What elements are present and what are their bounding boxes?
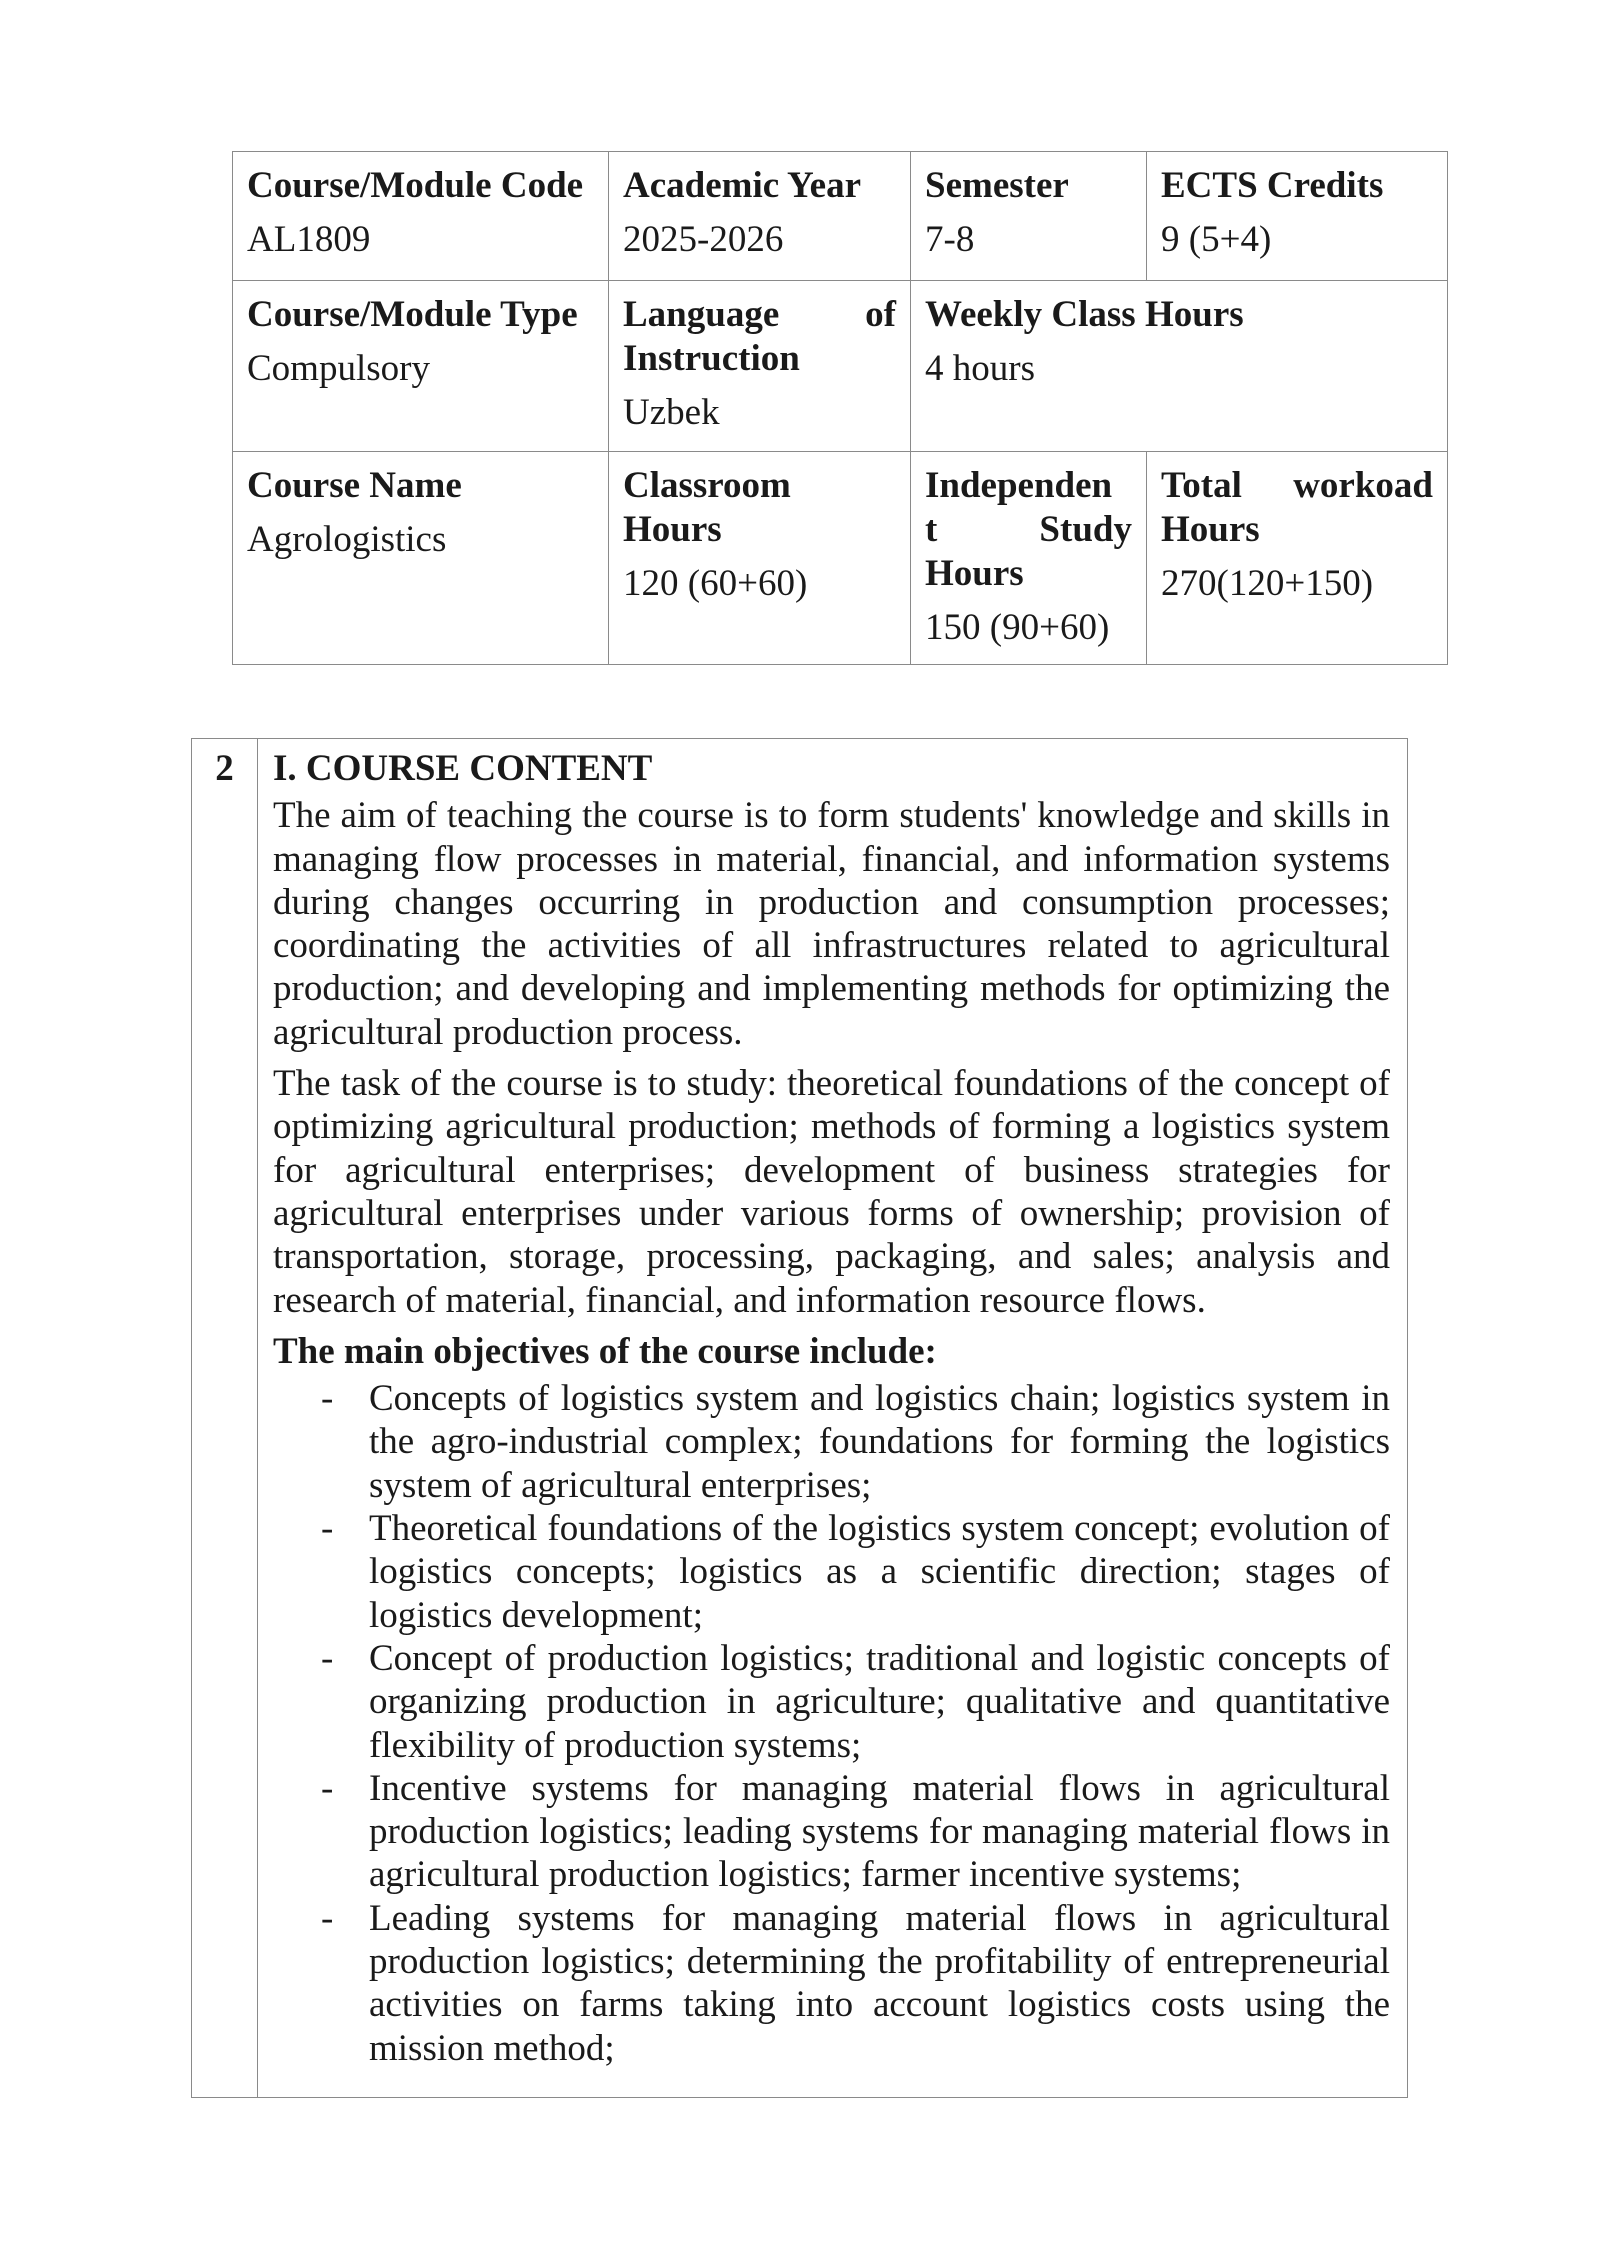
course-info-table: [232, 151, 1448, 665]
independent-study-label-line: Independen: [925, 465, 1113, 506]
info-row: [233, 152, 1448, 281]
weekly-hours-value: 4 hours: [925, 348, 1035, 389]
weekly-hours-label: Weekly Class Hours: [925, 294, 1244, 335]
course-type-value: Compulsory: [247, 348, 430, 389]
language-label-line: Language of: [623, 294, 896, 335]
section-heading: I. COURSE CONTENT: [273, 748, 653, 789]
section-number: 2: [192, 739, 258, 2098]
section-body: [258, 739, 1408, 2098]
course-code-label: Course/Module Code: [247, 165, 584, 206]
course-code-cell: [233, 152, 609, 281]
total-workload-value: 270(120+150): [1161, 563, 1374, 604]
bullet-dash: -: [321, 1508, 334, 1550]
content-row: [192, 739, 1408, 2098]
independent-study-label-line: Hours: [925, 553, 1024, 594]
objective-text: Incentive systems for managing material flows in agricultural production logistics; leading systems for managing material flows in agricultural production logistics; farmer incentive systems;: [369, 1767, 1390, 1896]
course-content-table: [191, 738, 1408, 2098]
aim-paragraph: The aim of teaching the course is to form students' knowledge and skills in managing flow processes in material, financial, and information systems during changes occurring in production and consumption processes; coordinating the activities of all infrastructures related to agricultural production; and developing and implementing methods for optimizing the agricultural production process.: [273, 795, 1390, 1053]
list-item: [273, 1377, 1390, 1507]
course-code-value: AL1809: [247, 219, 371, 260]
academic-year-cell: [609, 152, 911, 281]
weekly-hours-cell: [911, 281, 1448, 452]
academic-year-value: 2025-2026: [623, 219, 784, 260]
total-workload-label-line: Hours: [1161, 509, 1260, 550]
total-workload-label-line: Total workoad: [1161, 465, 1433, 506]
language-label: [623, 293, 896, 381]
objectives-heading: The main objectives of the course include:: [273, 1330, 937, 1372]
ects-credits-value: 9 (5+4): [1161, 219, 1272, 260]
classroom-hours-value: 120 (60+60): [623, 563, 808, 604]
course-name-cell: [233, 452, 609, 665]
objectives-list: [273, 1377, 1390, 2070]
independent-study-label: [925, 464, 1132, 596]
course-name-label: Course Name: [247, 465, 462, 506]
classroom-hours-label-line: Hours: [623, 509, 722, 550]
info-row: [233, 452, 1448, 665]
list-item: [273, 1637, 1390, 1767]
task-paragraph: The task of the course is to study: theoretical foundations of the concept of optimizing agricultural production; methods of forming a logistics system for agricultural enterprises; development of business strategies for agricultural enterprises under various forms of ownership; provision of transportation, storage, processing, packaging, and sales; analysis and research of material, financial, and information resource flows.: [273, 1063, 1390, 1321]
course-name-value: Agrologistics: [247, 519, 447, 560]
objective-text: Leading systems for managing material flows in agricultural production logistics; determining the profitability of entrepreneurial activities on farms taking into account logistics costs using the mission method;: [369, 1897, 1390, 2069]
bullet-dash: -: [321, 1637, 334, 1679]
info-row: [233, 281, 1448, 452]
academic-year-label: Academic Year: [623, 165, 862, 206]
language-value: Uzbek: [623, 392, 720, 433]
objective-text: Concepts of logistics system and logistics chain; logistics system in the agro-industrial complex; foundations for forming the logistics system of agricultural enterprises;: [369, 1378, 1390, 1506]
semester-cell: [911, 152, 1147, 281]
independent-study-value: 150 (90+60): [925, 607, 1110, 648]
bullet-dash: -: [321, 1378, 334, 1420]
list-item: [273, 1507, 1390, 1637]
total-workload-cell: [1147, 452, 1448, 665]
classroom-hours-label-line: Classroom: [623, 465, 791, 506]
bullet-dash: -: [321, 1897, 334, 1939]
objective-text: Concept of production logistics; traditional and logistic concepts of organizing production in agriculture; qualitative and quantitative flexibility of production systems;: [369, 1637, 1390, 1766]
independent-study-cell: [911, 452, 1147, 665]
classroom-hours-cell: [609, 452, 911, 665]
course-type-label: Course/Module Type: [247, 294, 578, 335]
bullet-dash: -: [321, 1767, 334, 1809]
language-cell: [609, 281, 911, 452]
ects-credits-label: ECTS Credits: [1161, 165, 1384, 206]
semester-label: Semester: [925, 165, 1069, 206]
semester-value: 7-8: [925, 219, 975, 260]
list-item: [273, 1767, 1390, 1897]
list-item: [273, 1897, 1390, 2070]
total-workload-label: [1161, 464, 1433, 552]
objective-text: Theoretical foundations of the logistics system concept; evolution of logistics concepts; logistics as a scientific direction; stages of logistics development;: [369, 1508, 1390, 1636]
ects-credits-cell: [1147, 152, 1448, 281]
independent-study-label-line: t Study: [925, 509, 1132, 550]
classroom-hours-label: [623, 464, 896, 552]
course-type-cell: [233, 281, 609, 452]
language-label-line: Instruction: [623, 338, 800, 379]
